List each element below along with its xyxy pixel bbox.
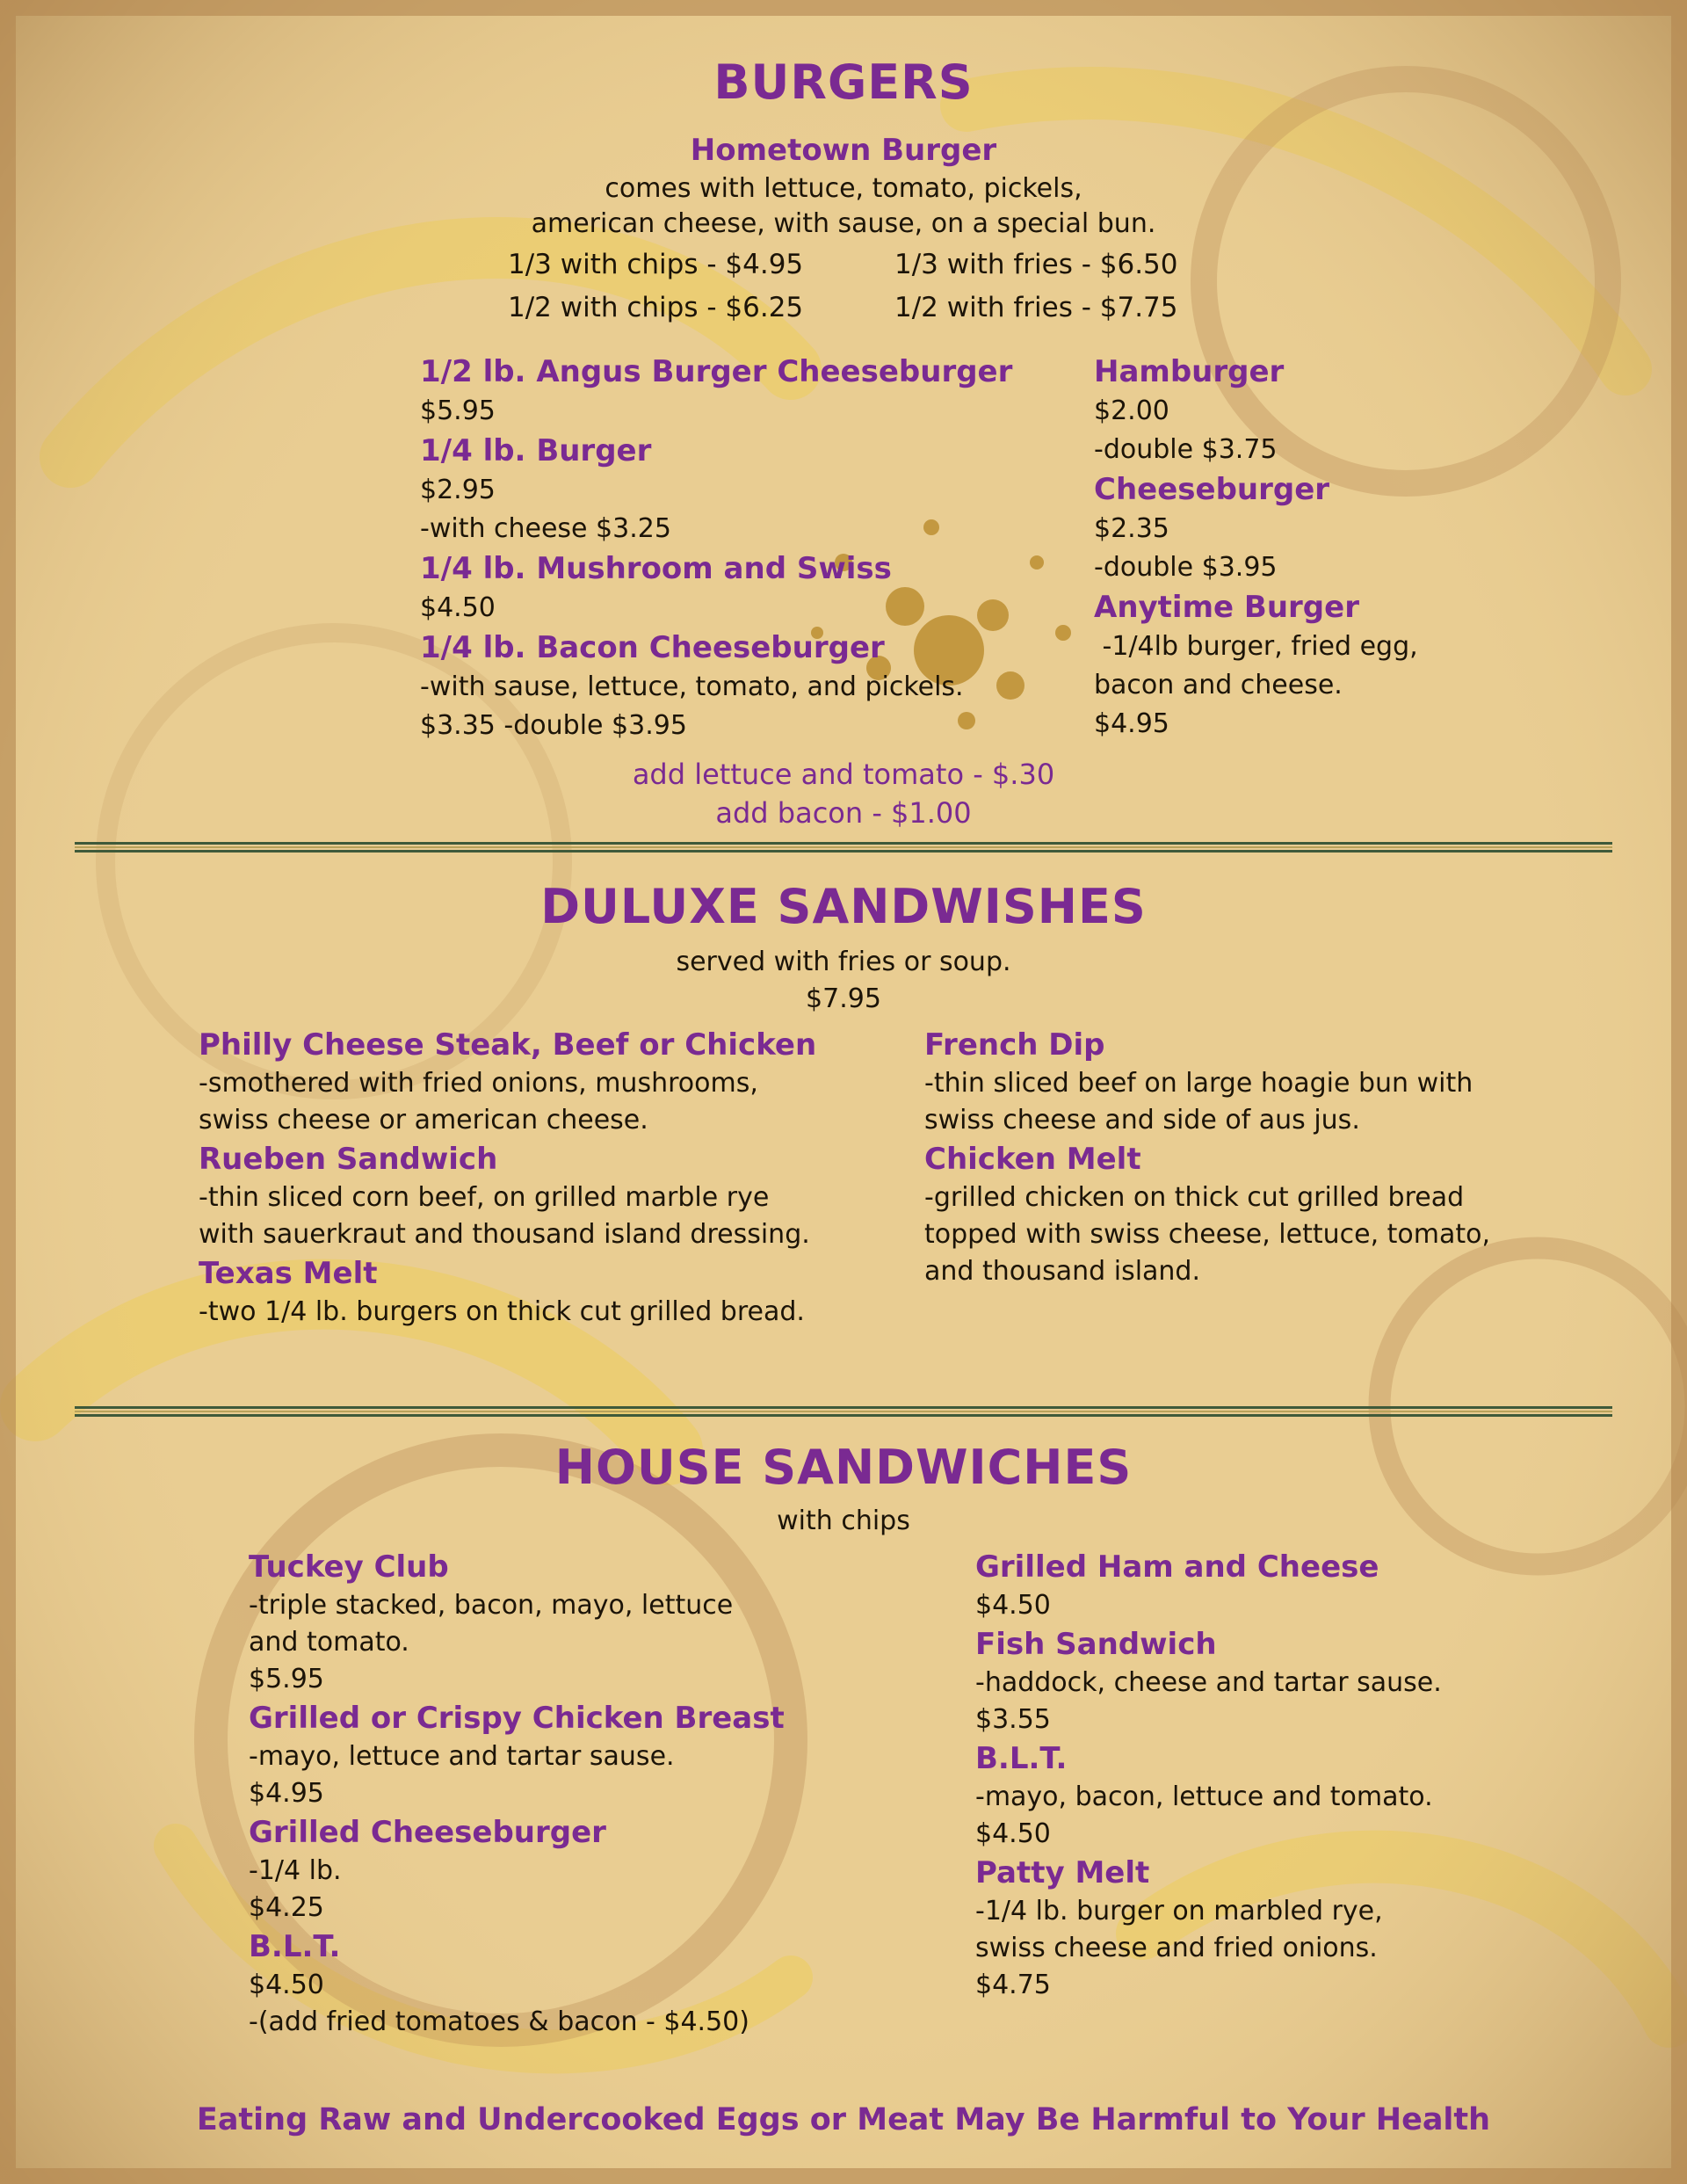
deluxe-right-column bbox=[924, 1025, 1592, 1290]
burgers-section-title: BURGERS bbox=[713, 54, 974, 110]
house-section-title: HOUSE SANDWICHES bbox=[554, 1440, 1133, 1495]
addon-bacon: add bacon - $1.00 bbox=[715, 796, 972, 830]
burger-item-line: -with cheese $3.25 bbox=[420, 513, 671, 544]
sandwich-item-name: Grilled or Crispy Chicken Breast bbox=[249, 1701, 785, 1736]
section-divider bbox=[75, 1406, 1612, 1417]
addon-lettuce-tomato: add lettuce and tomato - $.30 bbox=[632, 758, 1055, 791]
hometown-burger-desc-line2: american cheese, with sause, on a special bun. bbox=[531, 208, 1156, 239]
burger-item-line: $3.35 -double $3.95 bbox=[420, 710, 687, 741]
sandwich-item-line: $4.50 bbox=[975, 1818, 1051, 1849]
sandwich-item-line: and tomato. bbox=[249, 1627, 409, 1658]
sandwich-item-line: -two 1/4 lb. burgers on thick cut grilled bread. bbox=[199, 1296, 805, 1327]
hometown-price-half-chips: 1/2 with chips - $6.25 bbox=[508, 292, 804, 323]
deluxe-section-title: DULUXE SANDWISHES bbox=[540, 879, 1147, 934]
burger-item-name: 1/4 lb. Burger bbox=[420, 433, 652, 468]
hometown-burger-name: Hometown Burger bbox=[690, 133, 997, 168]
sandwich-item-line: -mayo, lettuce and tartar sause. bbox=[249, 1741, 675, 1772]
burgers-right-column bbox=[1094, 352, 1533, 744]
burgers-left-column bbox=[420, 352, 1017, 745]
burger-item-line: $5.95 bbox=[420, 395, 496, 426]
sandwich-item-line: $4.75 bbox=[975, 1970, 1051, 2000]
burger-item-name: 1/4 lb. Bacon Cheeseburger bbox=[420, 630, 885, 665]
health-warning-footer: Eating Raw and Undercooked Eggs or Meat May Be Harmful to Your Health bbox=[196, 2102, 1491, 2137]
burger-item-line: $2.35 bbox=[1094, 513, 1169, 544]
sandwich-item-line: -smothered with fried onions, mushrooms, bbox=[199, 1068, 758, 1099]
burger-item-line: $4.50 bbox=[420, 592, 496, 623]
deluxe-subtitle: served with fries or soup. bbox=[676, 947, 1011, 977]
sandwich-item-name: Chicken Melt bbox=[924, 1142, 1141, 1177]
hometown-price-half-fries: 1/2 with fries - $7.75 bbox=[894, 292, 1178, 323]
sandwich-item-name: B.L.T. bbox=[249, 1929, 341, 1964]
burger-item-line: $2.95 bbox=[420, 475, 496, 505]
burger-item-name: Anytime Burger bbox=[1094, 590, 1359, 625]
sandwich-item-line: swiss cheese or american cheese. bbox=[199, 1105, 648, 1136]
sandwich-item-name: Rueben Sandwich bbox=[199, 1142, 498, 1177]
burger-item-line: $4.95 bbox=[1094, 708, 1169, 739]
hometown-burger-desc-line1: comes with lettuce, tomato, pickels, bbox=[605, 173, 1082, 204]
sandwich-item-line: $4.50 bbox=[249, 1970, 324, 2000]
burger-item-line: $2.00 bbox=[1094, 395, 1169, 426]
sandwich-item-line: $4.95 bbox=[249, 1778, 324, 1809]
house-left-column bbox=[249, 1547, 881, 2041]
section-divider bbox=[75, 842, 1612, 853]
sandwich-item-line: -(add fried tomatoes & bacon - $4.50) bbox=[249, 2006, 749, 2037]
burger-item-line: bacon and cheese. bbox=[1094, 670, 1343, 700]
sandwich-item-name: Grilled Ham and Cheese bbox=[975, 1549, 1379, 1585]
sandwich-item-line: swiss cheese and fried onions. bbox=[975, 1933, 1378, 1963]
sandwich-item-name: Grilled Cheeseburger bbox=[249, 1815, 606, 1850]
burger-item-name: Hamburger bbox=[1094, 354, 1285, 389]
sandwich-item-line: and thousand island. bbox=[924, 1256, 1201, 1287]
burger-item-name: Cheeseburger bbox=[1094, 472, 1330, 507]
burger-item-name: 1/2 lb. Angus Burger Cheeseburger bbox=[420, 354, 1013, 389]
burger-item-line: -double $3.95 bbox=[1094, 552, 1278, 583]
sandwich-item-line: -grilled chicken on thick cut grilled bread bbox=[924, 1182, 1465, 1213]
sandwich-item-name: Patty Melt bbox=[975, 1855, 1150, 1890]
hometown-price-third-fries: 1/3 with fries - $6.50 bbox=[894, 249, 1178, 280]
sandwich-item-name: Philly Cheese Steak, Beef or Chicken bbox=[199, 1027, 817, 1063]
sandwich-item-line: -mayo, bacon, lettuce and tomato. bbox=[975, 1781, 1433, 1812]
sandwich-item-line: -thin sliced corn beef, on grilled marble rye bbox=[199, 1182, 770, 1213]
sandwich-item-name: French Dip bbox=[924, 1027, 1105, 1063]
deluxe-price: $7.95 bbox=[806, 983, 881, 1014]
burger-item-name: 1/4 lb. Mushroom and Swiss bbox=[420, 551, 892, 586]
sandwich-item-name: Tuckey Club bbox=[249, 1549, 449, 1585]
sandwich-item-line: swiss cheese and side of aus jus. bbox=[924, 1105, 1360, 1136]
sandwich-item-name: Fish Sandwich bbox=[975, 1627, 1217, 1662]
sandwich-item-line: $4.25 bbox=[249, 1892, 324, 1923]
sandwich-item-line: $5.95 bbox=[249, 1664, 324, 1694]
sandwich-item-line: with sauerkraut and thousand island dressing. bbox=[199, 1219, 810, 1250]
burger-item-line: -double $3.75 bbox=[1094, 434, 1278, 465]
burger-item-line: -with sause, lettuce, tomato, and pickels. bbox=[420, 671, 964, 702]
house-right-column bbox=[975, 1547, 1608, 2004]
burger-item-line: -1/4lb burger, fried egg, bbox=[1094, 631, 1418, 662]
sandwich-item-line: -1/4 lb. burger on marbled rye, bbox=[975, 1896, 1383, 1926]
hometown-price-third-chips: 1/3 with chips - $4.95 bbox=[508, 249, 804, 280]
sandwich-item-name: B.L.T. bbox=[975, 1741, 1068, 1776]
deluxe-left-column bbox=[199, 1025, 884, 1331]
sandwich-item-line: -triple stacked, bacon, mayo, lettuce bbox=[249, 1590, 734, 1621]
sandwich-item-name: Texas Melt bbox=[199, 1256, 378, 1291]
sandwich-item-line: -haddock, cheese and tartar sause. bbox=[975, 1667, 1442, 1698]
sandwich-item-line: -1/4 lb. bbox=[249, 1855, 342, 1886]
sandwich-item-line: $4.50 bbox=[975, 1590, 1051, 1621]
sandwich-item-line: -thin sliced beef on large hoagie bun with bbox=[924, 1068, 1473, 1099]
sandwich-item-line: topped with swiss cheese, lettuce, tomato, bbox=[924, 1219, 1491, 1250]
sandwich-item-line: $3.55 bbox=[975, 1704, 1051, 1735]
house-subtitle: with chips bbox=[777, 1506, 910, 1536]
